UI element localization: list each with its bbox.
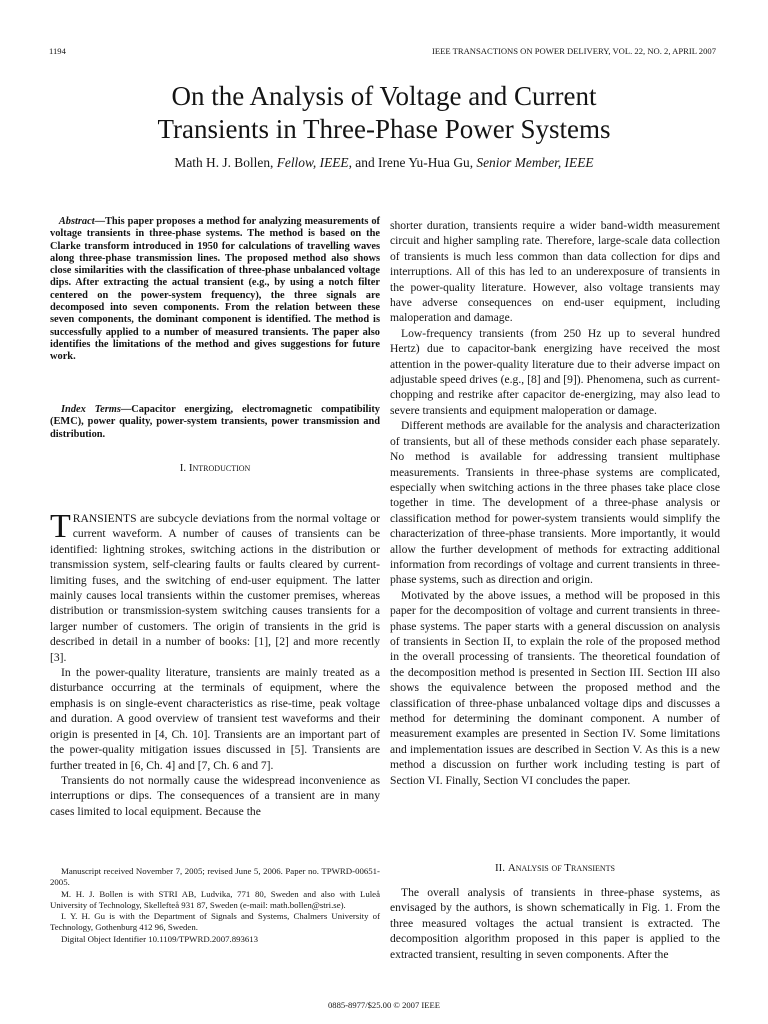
- intro-paragraph-1: TRANSIENTS are subcycle deviations from the normal voltage or current waveform. A number of causes of transients can be identified: lightning strokes, switching actions in the distribution or transmission system, self-clearing faults or faults cleared by current-limiting fuses, and the switching of end-user equipment. The latter mainly causes local transients within the customer premises, whereas distribution or transmission-system switching causes transients for a larger number of customers. The origin of transients in the grid is described in detail in a number of books: [1], [2] and more recently [3].: [50, 508, 380, 664]
- section-1-title: Introduction: [188, 462, 251, 474]
- author-2: Irene Yu-Hua Gu: [378, 155, 470, 170]
- section-2-paragraph-1: The overall analysis of transients in three-phase systems, as envisaged by the authors, is shown schematically in Fig. 1. From the three measured voltages the actual transient is extracted. The decomposition algorithm proposed in this paper is applied to the extracted transient, resulting in seven components. After the: [390, 886, 720, 961]
- section-2-heading: [390, 862, 720, 874]
- abstract-label: Abstract: [58, 216, 95, 227]
- footnote-author-2: I. Y. H. Gu is with the Department of Signals and Systems, Chalmers University of Technology, Gothenburg 412 96, Sweden.: [50, 911, 380, 933]
- author-separator: ,: [270, 155, 277, 170]
- drop-cap: T: [50, 508, 71, 545]
- copyright-footer: 0885-8977/$25.00 © 2007 IEEE: [327, 1000, 441, 1010]
- section-2-number: II.: [494, 862, 508, 874]
- left-column-body: [50, 508, 380, 819]
- title-line-2: Transients in Three-Phase Power Systems: [157, 114, 611, 144]
- index-terms-label: Index Terms: [61, 404, 121, 415]
- intro-paragraph-5: Different methods are available for the analysis and characterization of transients, but all of these methods consider each phase separately. No method is available for addressing transient multiphase measurements. Transients in three-phase systems are complicated, especially when switching actions in the three phases take place close together in time. The development of a three-phase analysis or classification method for power-system transients would simplify the characterization of three-phase transients. More importantly, it would allow the further development of methods for extracting additional information from recordings of voltage and current transients in three-phase systems, such as direction and origin.: [390, 419, 720, 587]
- paper-title: [0, 80, 768, 146]
- abstract-text: This paper proposes a method for analyzing measurements of voltage transients in three-phase systems. The method is based on the Clarke transform introduced in 1950 for calculations of travelling waves along three-phase transmission lines. The proposed method also shows close similarities with the classification of three-phase unbalanced voltage dips. After extracting the actual transient (e.g., by using a notch filter centered on the power-system frequency), the three signals are decomposed into seven components. From the relation between these seven components, the dominant component is identified. The method is successfully applied to a number of measured transients. The paper also identifies the limitations of the method and gives suggestions for future work.: [50, 216, 380, 363]
- running-header: IEEE TRANSACTIONS ON POWER DELIVERY, VOL. 22, NO. 2, APRIL 2007: [432, 46, 716, 56]
- abstract-dash: —: [94, 216, 105, 227]
- intro-paragraph-4: Low-frequency transients (from 250 Hz up to several hundred Hertz) due to capacitor-bank energizing have received the most attention in the power-quality literature due to their adverse impact on adjustable speed drives (e.g., [8] and [9]). Phenomena, such as current-chopping and restrike after capacitor de-energizing, may also lead to severe transients and equipment maloperation or damage.: [390, 326, 720, 417]
- author-2-role: Senior Member, IEEE: [476, 155, 594, 170]
- author-1: Math H. J. Bollen: [174, 155, 271, 170]
- author-line: [0, 155, 768, 171]
- page-number: 1194: [49, 46, 66, 56]
- footnote-doi: Digital Object Identifier 10.1109/TPWRD.2007.893613: [61, 933, 259, 944]
- intro-paragraph-3: Transients do not normally cause the widespread inconvenience as interruptions or dips. The consequences of a transient are in many cases limited to local equipment. Because the: [50, 773, 380, 818]
- section-1-number: I.: [179, 462, 189, 474]
- index-terms-text: Capacitor energizing, electromagnetic compatibility (EMC), power quality, power-system transients, power transmission and distribution.: [50, 404, 380, 440]
- intro-paragraph-2: In the power-quality literature, transients are mainly treated as a disturbance occurring at the terminals of equipment, where the emphasis is on single-event characteristics as rise-time, peak voltage and duration. A good overview of transient test waveforms and their origin is presented in [4, Ch. 10]. Transients are an important part of the power-quality mitigation issues discussed in [5]. Transients are further treated in [6, Ch. 4] and [7, Ch. 6 and 7].: [50, 666, 380, 772]
- index-terms-dash: —: [120, 404, 132, 415]
- section-2-body: [390, 885, 720, 962]
- index-terms: [50, 404, 380, 441]
- footnote-author-1: M. H. J. Bollen is with STRI AB, Ludvika, 771 80, Sweden and also with Luleå University of Technology, Skellefteå 931 87, Sweden (e-mail: math.bollen@stri.se).: [50, 888, 380, 910]
- footnote-manuscript: Manuscript received November 7, 2005; revised June 5, 2006. Paper no. TPWRD-00651-2005.: [50, 866, 380, 888]
- author-1-role: Fellow, IEEE: [276, 155, 349, 170]
- intro-paragraph-3-cont: shorter duration, transients require a wider band-width measurement circuit and higher sampling rate. Therefore, large-scale data collection of transients is much less common than data collection for dips and interruptions. All of this has led to an underexposure of transients in the power-quality literature. However, also voltage transients may have adverse consequences on end-user equipment, including maloperation and damage.: [390, 219, 720, 325]
- title-line-1: On the Analysis of Voltage and Current: [171, 81, 597, 111]
- section-1-heading: [50, 462, 380, 474]
- right-column-body: [390, 218, 720, 788]
- abstract: [50, 216, 380, 364]
- author-separator: ,: [469, 155, 477, 170]
- intro-paragraph-6: Motivated by the above issues, a method will be proposed in this paper for the decomposition of voltage and current transients in three-phase systems. The paper starts with a general discussion on analysis of transients in Section II, to explain the role of the proposed method in the overall processing of transients. The theoretical foundation of the decomposition method is presented in Section III. Section III also shows the equivalence between the proposed method and the classification of three-phase unbalanced voltage dips and discusses a method for determining the dominant component. A number of measurement examples are presented in Section IV. Some limitations and implementation issues are described in Section V. As this is a new method a discussion on further work including testing is part of Section VI. Finally, Section VI concludes the paper.: [390, 588, 720, 787]
- first-page-footnote: [50, 866, 380, 945]
- author-conjunction: , and: [348, 155, 378, 170]
- section-2-title: Analysis of Transients: [507, 862, 615, 874]
